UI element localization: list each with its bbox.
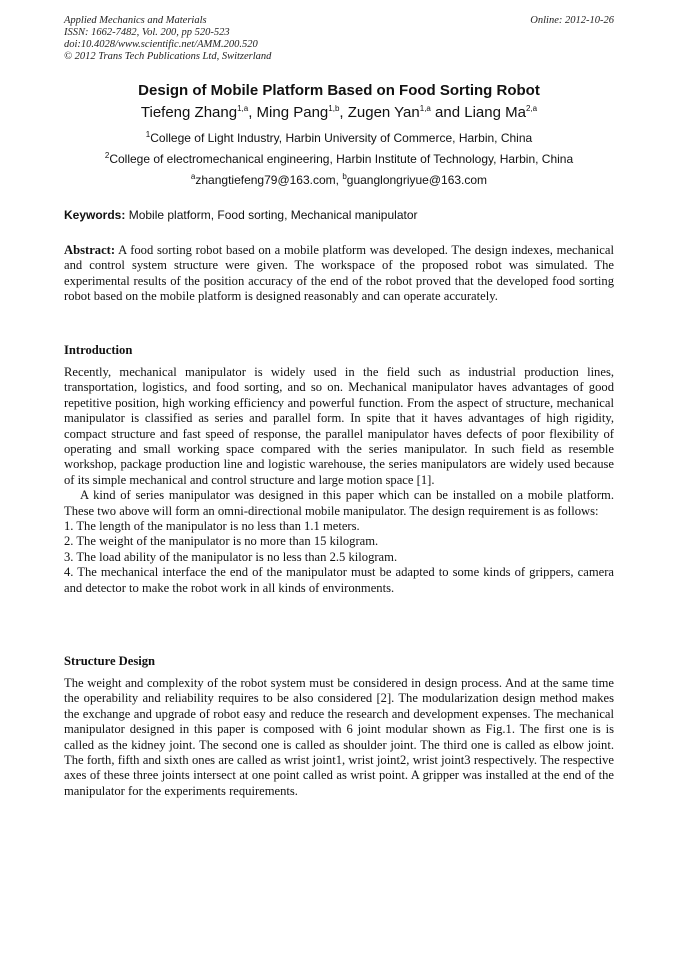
author-name: Ming Pang bbox=[256, 104, 329, 121]
abstract bbox=[64, 243, 614, 305]
affiliation-text: College of electromechanical engineering, Harbin Institute of Technology, Harbin, China bbox=[109, 152, 574, 166]
author-sep: , bbox=[339, 104, 348, 121]
journal-name: Applied Mechanics and Materials bbox=[64, 15, 207, 26]
paragraph: Recently, mechanical manipulator is widely used in the field such as industrial production lines, transportation, logistics, and food sorting, and so on. Mechanical manipulator haves advantages of good repetitive position, high working efficiency and powerful function. From the aspect of structure, mechanical manipulator is classified as series and parallel form. In spite that it haves advantages of high rigidity, compact structure and fast speed of response, the parallel manipulator haves defects of poor flexibility of operating and small working space compared with the series manipulator. In such field as resemble workshop, package production line and logistic warehouse, the series manipulators are widely used because of its simple mechanical and control structure and large motion space [1]. bbox=[64, 365, 614, 487]
email-sup: b bbox=[342, 172, 347, 181]
list-item: 2. The weight of the manipulator is no more than 15 kilogram. bbox=[64, 534, 379, 549]
email-line bbox=[0, 173, 678, 188]
author-list bbox=[0, 103, 678, 123]
section-heading-introduction: Introduction bbox=[64, 343, 133, 357]
abstract-text: A food sorting robot based on a mobile platform was developed. The design indexes, mechanical and control system structure were given. The workspace of the proposed robot was simulated. The experimental results of the position accuracy of the end of the robot proved that the developed food sorting robot based on the mobile platform is designed reasonably and can operate accurately. bbox=[64, 243, 614, 304]
list-item: 4. The mechanical interface the end of the manipulator must be adapted to some kinds of grippers, camera and detector to make the robot work in all kinds of environments. bbox=[64, 565, 614, 595]
affiliation-1 bbox=[0, 131, 678, 146]
author-sup: 1,a bbox=[237, 104, 249, 113]
affiliation-text: College of Light Industry, Harbin University of Commerce, Harbin, China bbox=[150, 131, 533, 145]
author-sup: 1,b bbox=[328, 104, 340, 113]
abstract-label: Abstract: bbox=[64, 243, 116, 257]
structure-body bbox=[64, 676, 614, 799]
affiliation-sup: 2 bbox=[104, 151, 110, 160]
author-sep: and bbox=[430, 104, 465, 121]
list-item: 1. The length of the manipulator is no less than 1.1 meters. bbox=[64, 519, 360, 534]
email-sup: a bbox=[190, 172, 196, 181]
introduction-body bbox=[64, 365, 614, 596]
journal-header bbox=[64, 15, 614, 63]
author-name: Liang Ma bbox=[464, 104, 526, 121]
author-sup: 2,a bbox=[525, 104, 538, 113]
keywords bbox=[64, 208, 614, 223]
paragraph: The weight and complexity of the robot system must be considered in design process. And at the same time the operability and reliability requires to be also considered [2]. The modularization design method makes the exchange and upgrade of robot easy and reduce the research and development expenses. The mechanical manipulator designed in this paper is composed with 6 joint modular shown as Fig.1. The first one is is called as the kidney joint. The second one is called as shoulder joint. The third one is called as elbow joint. The forth, fifth and sixth ones are called as wrist joint1, wrist joint2, wrist joint3 respectively. The respective axes of these three joints intersect at one point called as wrist point. A gripper was installed at the end of the manipulator for the experiments requirements. bbox=[64, 676, 614, 798]
author-sup: 1,a bbox=[419, 104, 431, 113]
affiliation-2 bbox=[0, 152, 678, 167]
author-name: Zugen Yan bbox=[347, 104, 420, 121]
online-date: Online: 2012-10-26 bbox=[530, 15, 614, 26]
doi-line: doi:10.4028/www.scientific.net/AMM.200.520 bbox=[64, 39, 258, 50]
paragraph: A kind of series manipulator was designed in this paper which can be installed on a mobile platform. These two above will form an omni-directional mobile manipulator. The design requirement is as follows: bbox=[64, 488, 614, 518]
copyright-line: © 2012 Trans Tech Publications Ltd, Switzerland bbox=[64, 51, 272, 62]
list-item: 3. The load ability of the manipulator is no less than 2.5 kilogram. bbox=[64, 549, 398, 564]
keywords-text: Mobile platform, Food sorting, Mechanical manipulator bbox=[125, 208, 418, 222]
author-sep: , bbox=[248, 104, 257, 121]
section-heading-structure: Structure Design bbox=[64, 654, 156, 668]
affiliation-sup: 1 bbox=[145, 130, 151, 139]
email-b: guanglongriyue@163.com bbox=[346, 173, 488, 187]
keywords-label: Keywords: bbox=[64, 208, 126, 222]
email-a: zhangtiefeng79@163.com, bbox=[195, 173, 343, 187]
author-name: Tiefeng Zhang bbox=[140, 104, 238, 121]
paper-title: Design of Mobile Platform Based on Food Sorting Robot bbox=[138, 82, 540, 99]
issn-line: ISSN: 1662-7482, Vol. 200, pp 520-523 bbox=[64, 27, 230, 38]
